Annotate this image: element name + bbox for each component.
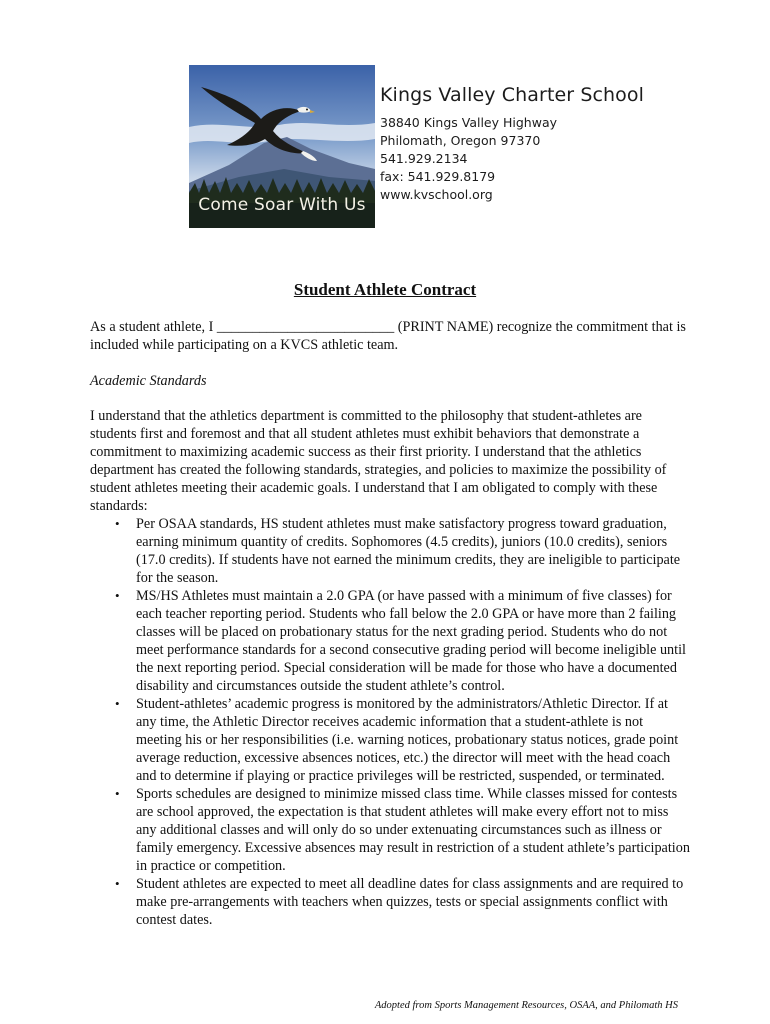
standards-list [90,515,690,929]
website: www.kvschool.org [380,187,493,202]
bullet-icon: • [115,876,120,891]
list-item [90,515,690,587]
bullet-icon: • [115,516,120,531]
list-item-text: Student athletes are expected to meet all deadline dates for class assignments and are required to make pre-arrangements with teachers when quizzes, tests or special assignments conflict with contest dates. [136,876,684,928]
document-title: Student Athlete Contract [293,280,477,299]
school-contact-block [380,84,720,204]
list-item-text: Sports schedules are designed to minimize missed class time. While classes missed for contests are school approved, the expectation is that student athletes will make every effort not to miss any additional classes and will only do so under extenuating circumstances such as illness or family emergency. Excessive absences may result in restriction of a student athlete’s participation in practice or competition. [136,786,690,874]
bullet-icon: • [115,786,120,801]
section-heading: Academic Standards [90,373,207,389]
school-logo [189,65,375,228]
list-item-text: Per OSAA standards, HS student athletes must make satisfactory progress toward graduation, earning minimum quantity of credits. Sophomores (4.5 credits), juniors (10.0 credits), seniors (17.0 credits). If students have not earned the minimum credits, they are ineligible to participate for the season. [136,516,681,586]
phone-number: 541.929.2134 [380,151,468,166]
school-name: Kings Valley Charter School [380,84,645,106]
list-item [90,785,690,875]
address-line-2: Philomath, Oregon 97370 [380,133,541,148]
logo-tagline: Come Soar With Us [198,195,366,215]
list-item-text: MS/HS Athletes must maintain a 2.0 GPA (or have passed with a minimum of five classes) for each teacher reporting period. Students who fall below the 2.0 GPA or have more than 2 failing classes will be placed on probationary status for the next grading period. Students who do not meet performance standards for a second consecutive grading period will become ineligible until the next reporting period. Special consideration will be made for those who have a documented disability and circumstances outside the student athlete’s control. [136,588,686,694]
bullet-icon: • [115,588,120,603]
list-item [90,695,690,785]
footer-attribution: Adopted from Sports Management Resources, OSAA, and Philomath HS [374,1000,678,1011]
intro-paragraph: As a student athlete, I _________________________ (PRINT NAME) recognize the commitment that is included while participating on a KVCS athletic team. [90,319,686,353]
fax-number: fax: 541.929.8179 [380,169,496,184]
list-item [90,587,690,695]
list-item [90,875,690,929]
list-item-text: Student-athletes’ academic progress is monitored by the administrators/Athletic Director. If at any time, the Athletic Director receives academic information that a student-athlete is not meeting his or her responsibilities (i.e. warning notices, probationary status notices, grade point average reduction, excessive absences notices, etc.) the director will meet with the head coach and to determine if playing or practice privileges will be restricted, suspended, or terminated. [136,696,679,784]
body-paragraph: I understand that the athletics department is committed to the philosophy that student-athletes are students first and foremost and that all student athletes must exhibit behaviors that demonstrate a commitment to maximizing academic success as their first priority. I understand that the athletics department has created the following standards, strategies, and policies to maximize the possibility of student athletes meeting their academic goals. I understand that I am obligated to comply with these standards: [90,408,667,514]
bullet-icon: • [115,696,120,711]
address-line-1: 38840 Kings Valley Highway [380,115,558,130]
